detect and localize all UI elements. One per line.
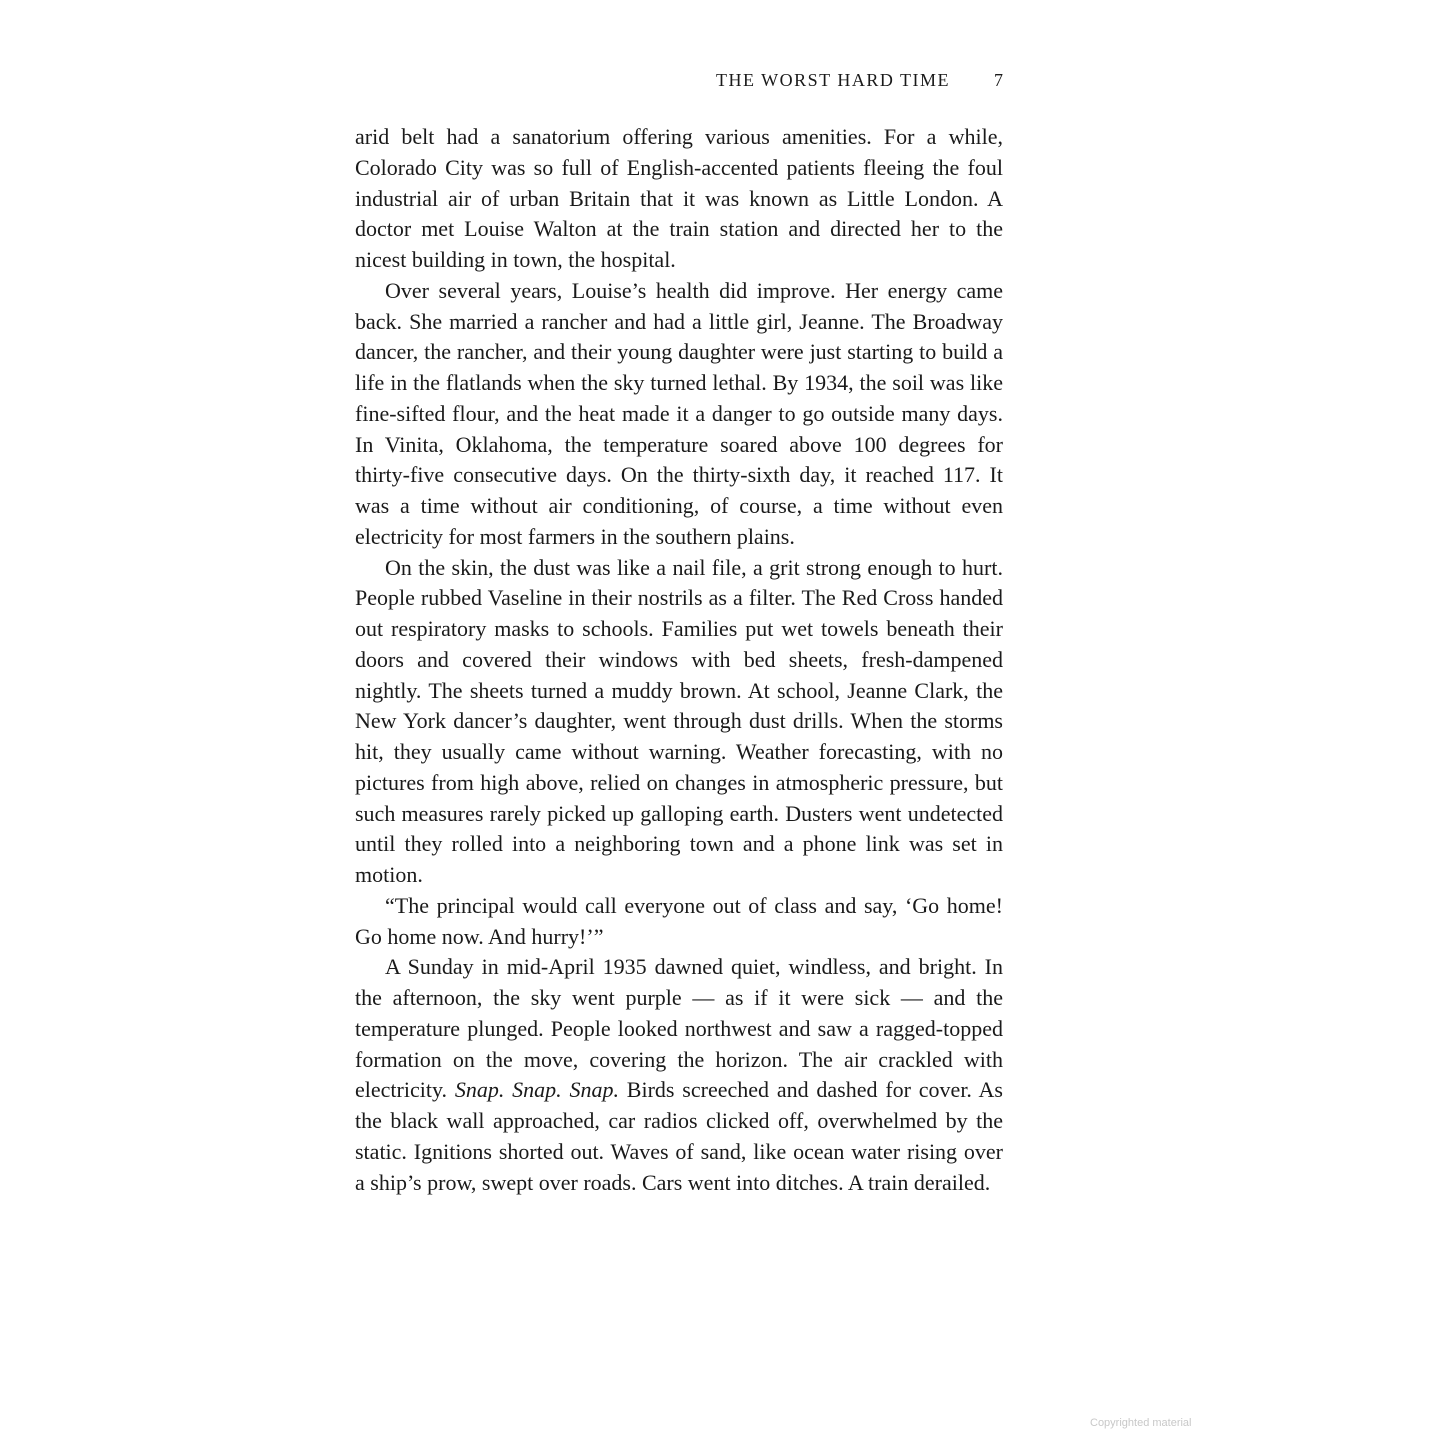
- running-title: THE WORST HARD TIME: [715, 70, 950, 90]
- paragraph-quote: “The principal would call everyone out of class and say, ‘Go home! Go home now. And hurry!’”: [355, 892, 1003, 949]
- body-text: [355, 122, 1003, 1198]
- running-head: [716, 70, 1003, 91]
- page-number: 7: [994, 70, 1003, 90]
- paragraph: Over several years, Louise’s health did improve. Her energy came back. She married a rancher and had a little girl, Jeanne. The Broadway dancer, the rancher, and their young daughter were just starting to build a life in the flatlands when the sky turned lethal. By 1934, the soil was like fine-sifted flour, and the heat made it a danger to go outside many days. In Vinita, Oklahoma, the temperature soared above 100 degrees for thirty-five consecutive days. On the thirty-sixth day, it reached 117. It was a time without air conditioning, of course, a time without even electricity for most farmers in the southern plains.: [355, 277, 1003, 549]
- copyright-watermark: Copyrighted material: [1090, 1417, 1192, 1429]
- paragraph-continuation: arid belt had a sanatorium offering various amenities. For a while, Colorado City was so full of English-accented patients fleeing the foul industrial air of urban Britain that it was known as Little London. A doctor met Louise Walton at the train station and directed her to the nicest building in town, the hospital.: [355, 124, 1003, 272]
- italic-text: Snap. Snap. Snap.: [454, 1077, 619, 1103]
- book-page: [355, 0, 1003, 1445]
- text-run: A Sunday in mid-April 1935 dawned quiet, windless, and bright. In the afternoon, the sky went purple — as if it were sick — and the temperature plunged. People looked northwest and saw a ragged-topped formation on the move, covering the horizon. The air crackled with electricity.: [355, 954, 1003, 1103]
- text-run: Birds screeched and dashed for cover. As the black wall approached, car radios clicked off, overwhelmed by the static. Ignitions shorted out. Waves of sand, like ocean water rising over a ship’s prow, swept over roads. Cars went into ditches. A train derailed.: [355, 1077, 1003, 1195]
- paragraph: On the skin, the dust was like a nail file, a grit strong enough to hurt. People rubbed Vaseline in their nostrils as a filter. The Red Cross handed out respiratory masks to schools. Families put wet towels beneath their doors and covered their windows with bed sheets, fresh-dampened nightly. The sheets turned a muddy brown. At school, Jeanne Clark, the New York dancer’s daughter, went through dust drills. When the storms hit, they usually came without warning. Weather forecasting, with no pictures from high above, relied on changes in atmospheric pressure, but such measures rarely picked up galloping earth. Dusters went undetected until they rolled into a neighboring town and a phone link was set in motion.: [355, 554, 1003, 887]
- paragraph-last: [355, 952, 1003, 1198]
